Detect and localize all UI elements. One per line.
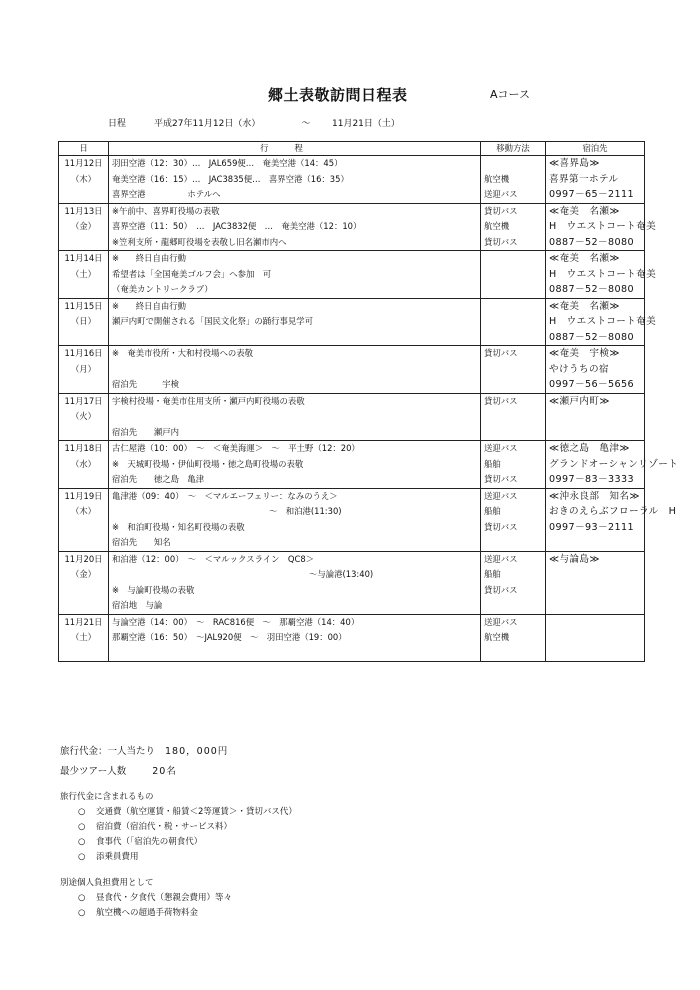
day-line: （火）	[70, 411, 97, 421]
itinerary-table	[58, 141, 679, 662]
price-row	[60, 742, 228, 762]
lodging-line: 0997－93－2111	[549, 521, 635, 533]
price-value: 180，000円	[165, 746, 229, 757]
itinerary-line: 宿泊先 徳之島 亀津	[112, 474, 205, 484]
schedule-dates	[108, 116, 400, 129]
lodging-cell	[546, 156, 645, 204]
list-item	[60, 805, 297, 820]
day-line: 11月17日	[64, 395, 103, 406]
itinerary-line: ※ 天城町役場・伊仙町役場・徳之島町役場の表敬	[112, 458, 304, 469]
itinerary-line: 和泊港（12：00） ～ ＜マルックスライン QC8＞	[112, 553, 315, 564]
transport-line	[481, 598, 545, 614]
day-line	[59, 472, 108, 488]
day-cell	[59, 251, 109, 299]
transport-line: 貸切バス	[484, 584, 518, 595]
transport-cell	[481, 551, 546, 614]
day-line	[59, 598, 108, 614]
transport-cell	[481, 441, 546, 489]
day-cell	[59, 441, 109, 489]
itinerary-line: ※午前中、喜界町役場の表敬	[112, 205, 220, 216]
transport-line: 送迎バス	[484, 616, 518, 627]
header-lodging: 宿泊先	[546, 142, 645, 156]
itinerary-line: 亀津港（09：40） ～ ＜マルエーフェリー：なみのうえ＞	[112, 490, 338, 501]
day-line: 11月15日	[64, 300, 103, 311]
lodging-cell	[546, 251, 657, 299]
transport-line: 貸切バス	[484, 205, 518, 216]
lodging-cell	[546, 488, 677, 551]
itinerary-line	[109, 409, 480, 425]
lodging-line	[546, 535, 644, 551]
bullet-icon: ○	[78, 807, 86, 817]
transport-line: 航空機	[484, 173, 510, 184]
lodging-line: ≪喜界島≫	[549, 158, 600, 169]
transport-line: 貸切バス	[484, 521, 518, 532]
included-item: 交通費（航空運賃・船賃＜2等運賃＞・貸切バス代）	[96, 807, 297, 817]
table-header-row	[59, 142, 645, 156]
start-date: 平成27年11月12日（水）	[154, 119, 261, 129]
lodging-line	[546, 646, 644, 662]
day-line	[59, 583, 108, 599]
itinerary-line: 宿泊先 宇検	[112, 379, 179, 389]
transport-cell	[481, 346, 546, 394]
itinerary-cell	[109, 614, 481, 662]
itinerary-cell	[109, 488, 481, 551]
bullet-icon: ○	[78, 908, 86, 918]
itinerary-line: 宇検村役場・奄美市住用支所・瀬戸内町役場の表敬	[112, 395, 305, 406]
table-row	[59, 488, 645, 551]
transport-line	[481, 377, 545, 393]
day-cell	[59, 393, 109, 441]
day-line	[59, 330, 108, 346]
day-line	[59, 520, 108, 536]
lodging-line	[546, 583, 644, 599]
header-day: 日	[59, 142, 109, 156]
lodging-line: H ウエストコート奄美	[549, 268, 657, 280]
extra-costs-section	[60, 876, 232, 921]
day-line: （水）	[70, 458, 97, 469]
transport-cell	[481, 298, 546, 346]
day-line: （土）	[70, 268, 97, 279]
transport-cell	[481, 393, 546, 441]
itinerary-cell	[109, 551, 481, 614]
transport-cell	[481, 203, 546, 251]
lodging-line: ≪瀬戸内町≫	[549, 395, 610, 407]
itinerary-line: 瀬戸内町で開催される「国民文化祭」の踊行事見学可	[112, 316, 313, 326]
day-cell	[59, 298, 109, 346]
included-item: 宿泊費（宿泊代・税・サービス料）	[96, 822, 233, 832]
day-line	[59, 377, 108, 393]
day-line: 11月13日	[64, 205, 103, 216]
date-separator: ～	[301, 119, 311, 129]
extra-cost-item: 航空機への超過手荷物料金	[96, 908, 199, 918]
table-row	[59, 251, 645, 299]
transport-line	[481, 251, 545, 267]
cost-section	[60, 742, 228, 782]
transport-line	[481, 409, 545, 425]
lodging-line: やけうちの宿	[549, 363, 609, 375]
itinerary-cell	[109, 298, 481, 346]
lodging-line	[546, 409, 644, 425]
lodging-line	[546, 567, 644, 583]
list-item	[60, 891, 232, 906]
lodging-line: おきのえらぶフローラル H	[549, 506, 677, 517]
day-line: （木）	[70, 173, 97, 184]
day-line: 11月14日	[64, 253, 103, 263]
day-line	[59, 425, 108, 441]
included-item: 食事代（「宿泊先の朝食代）	[96, 837, 203, 847]
course-label: Aコース	[490, 88, 530, 101]
day-line: （日）	[70, 316, 97, 326]
day-line	[59, 535, 108, 551]
lodging-line: 0997－83－3333	[549, 474, 635, 485]
transport-line: 航空機	[484, 221, 510, 231]
itinerary-line: 宿泊先 瀬戸内	[112, 426, 179, 437]
transport-line	[481, 267, 545, 283]
itinerary-line	[109, 362, 480, 378]
itinerary-line: ～ 和泊港(11:30)	[269, 506, 342, 516]
itinerary-cell	[109, 346, 481, 394]
transport-line	[481, 362, 545, 378]
lodging-cell	[546, 346, 645, 394]
itinerary-line: 喜界空港（11：50） … JAC3832便 … 奄美空港（12：10）	[112, 221, 362, 231]
day-line: （月）	[70, 363, 97, 374]
list-item	[60, 820, 297, 835]
table-row	[59, 156, 645, 204]
min-participants-row	[60, 762, 228, 782]
bullet-icon: ○	[78, 837, 86, 847]
transport-cell	[481, 614, 546, 662]
lodging-line: ≪徳之島 亀津≫	[549, 443, 630, 454]
day-cell	[59, 488, 109, 551]
itinerary-cell	[109, 441, 481, 489]
itinerary-cell	[109, 203, 481, 251]
document-title: 郷土表敬訪問日程表	[268, 86, 408, 104]
itinerary-line: 喜界空港 ホテルへ	[112, 189, 221, 199]
itinerary-line: ※笠利支所・龍郷町役場を表敬し旧名瀬市内へ	[112, 236, 287, 247]
list-item	[60, 835, 297, 850]
list-item	[60, 906, 232, 921]
day-line: （金）	[70, 221, 97, 231]
min-participants-value: 20名	[152, 766, 177, 777]
lodging-line: 0887－52－8080	[549, 331, 635, 343]
lodging-line: ≪奄美 宇検≫	[549, 348, 620, 359]
lodging-line: H ウエストコート奄美	[549, 221, 657, 232]
itinerary-line: （奄美カントリークラブ）	[112, 284, 213, 294]
lodging-cell	[546, 298, 657, 346]
included-item: 添乗員費用	[96, 852, 139, 862]
day-line: （木）	[70, 506, 97, 516]
lodging-line: ≪与論島≫	[549, 553, 600, 565]
day-line: （金）	[70, 569, 97, 579]
dates-label: 日程	[108, 119, 127, 129]
transport-line: 船舶	[484, 458, 501, 469]
lodging-line: 0887－52－8080	[549, 284, 635, 295]
bullet-icon: ○	[78, 852, 86, 862]
transport-line	[481, 156, 545, 172]
transport-line: 送迎バス	[484, 553, 518, 564]
bullet-icon: ○	[78, 822, 86, 832]
transport-line	[481, 425, 545, 441]
price-label: 旅行代金：一人当たり	[60, 746, 156, 757]
transport-line: 送迎バス	[484, 189, 518, 199]
table-row	[59, 346, 645, 394]
day-cell	[59, 203, 109, 251]
lodging-line: H ウエストコート奄美	[549, 316, 657, 327]
lodging-cell	[546, 441, 679, 489]
day-line: 11月18日	[64, 443, 103, 453]
lodging-line: 0887－52－8080	[549, 236, 635, 248]
itinerary-cell	[109, 251, 481, 299]
lodging-line: 喜界第一ホテル	[549, 173, 619, 185]
itinerary-line: ※ 終日自由行動	[112, 300, 187, 311]
included-heading: 旅行代金に含まれるもの	[60, 792, 154, 802]
transport-line: 送迎バス	[484, 443, 518, 453]
transport-cell	[481, 156, 546, 204]
table-row	[59, 203, 645, 251]
itinerary-line: 宿泊地 与論	[112, 600, 163, 610]
day-line: 11月12日	[64, 158, 103, 168]
lodging-line: ≪奄美 名瀬≫	[549, 300, 620, 312]
transport-line: 貸切バス	[484, 348, 518, 358]
lodging-line: グランドオーシャンリゾート	[549, 458, 679, 470]
extra-costs-heading: 別途個人負担費用として	[60, 878, 154, 888]
itinerary-line: 古仁屋港（10：00） ～ ＜奄美海運＞ ～ 平土野（12：20）	[112, 443, 360, 453]
transport-line: 船舶	[484, 506, 501, 516]
lodging-line	[546, 630, 644, 646]
lodging-line	[546, 615, 644, 631]
day-line: 11月20日	[64, 553, 103, 564]
table-row	[59, 551, 645, 614]
itinerary-line: 宿泊先 知名	[112, 537, 171, 547]
transport-line: 船舶	[484, 569, 501, 579]
day-cell	[59, 346, 109, 394]
included-section	[60, 790, 297, 865]
itinerary-line: ※ 奄美市役所・大和村役場への表敬	[112, 348, 254, 358]
itinerary-line: 与論空港（14：00） ～ RAC816便 ～ 那覇空港（14：40）	[112, 616, 360, 627]
transport-line	[481, 646, 545, 662]
transport-line	[481, 314, 545, 330]
day-line: （土）	[70, 632, 97, 642]
day-line: 11月16日	[64, 348, 103, 358]
itinerary-line: 那覇空港（16：50） ～JAL920便 ～ 羽田空港（19：00）	[112, 632, 347, 642]
bullet-icon: ○	[78, 893, 86, 903]
itinerary-line: ※ 和泊町役場・知名町役場の表敬	[112, 521, 245, 532]
table-row	[59, 614, 645, 662]
header-itinerary: 行程	[109, 142, 481, 156]
itinerary-line: 羽田空港（12：30）… JAL659便… 奄美空港（14：45）	[112, 158, 343, 168]
lodging-cell	[546, 203, 657, 251]
itinerary-line: 希望者は「全国奄美ゴルフ会」へ参加 可	[112, 268, 272, 279]
lodging-line	[546, 425, 644, 441]
transport-line: 貸切バス	[484, 395, 518, 406]
transport-cell	[481, 488, 546, 551]
transport-line	[481, 535, 545, 551]
lodging-line: ≪奄美 名瀬≫	[549, 205, 620, 217]
extra-cost-item: 昼食代・夕食代（懇親会費用）等々	[96, 893, 233, 903]
table-row	[59, 298, 645, 346]
itinerary-line: 奄美空港（16：15）… JAC3835便… 喜界空港（16：35）	[112, 173, 349, 184]
lodging-line: 0997－65－2111	[549, 189, 635, 200]
table-row	[59, 393, 645, 441]
table-row	[59, 441, 645, 489]
day-line: 11月21日	[64, 616, 103, 627]
day-cell	[59, 156, 109, 204]
lodging-line	[546, 598, 644, 614]
transport-line: 貸切バス	[484, 474, 518, 484]
day-line: 11月19日	[64, 490, 103, 501]
transport-cell	[481, 251, 546, 299]
transport-line	[481, 282, 545, 298]
list-item	[60, 850, 297, 865]
transport-line	[481, 330, 545, 346]
end-date: 11月21日（土）	[332, 119, 400, 129]
itinerary-cell	[109, 393, 481, 441]
lodging-line: ≪奄美 名瀬≫	[549, 253, 620, 264]
transport-line: 貸切バス	[484, 236, 518, 247]
day-cell	[59, 614, 109, 662]
lodging-cell	[546, 551, 645, 614]
transport-line: 送迎バス	[484, 490, 518, 501]
day-line	[59, 282, 108, 298]
transport-line: 航空機	[484, 632, 510, 642]
transport-line	[481, 299, 545, 315]
lodging-line: ≪沖永良部 知名≫	[549, 490, 640, 502]
lodging-line: 0997－56－5656	[549, 379, 635, 390]
day-line	[59, 235, 108, 251]
day-line	[59, 187, 108, 203]
lodging-cell	[546, 393, 645, 441]
header-transport: 移動方法	[481, 142, 546, 156]
day-line	[59, 646, 108, 662]
itinerary-line: ※ 終日自由行動	[112, 253, 187, 263]
itinerary-cell	[109, 156, 481, 204]
itinerary-line	[109, 330, 480, 346]
itinerary-line	[109, 646, 480, 662]
day-cell	[59, 551, 109, 614]
itinerary-line: ～与論港(13:40)	[309, 569, 374, 579]
min-participants-label: 最少ツアー人数	[60, 766, 127, 777]
itinerary-line: ※ 与論町役場の表敬	[112, 584, 195, 595]
lodging-cell	[546, 614, 645, 662]
